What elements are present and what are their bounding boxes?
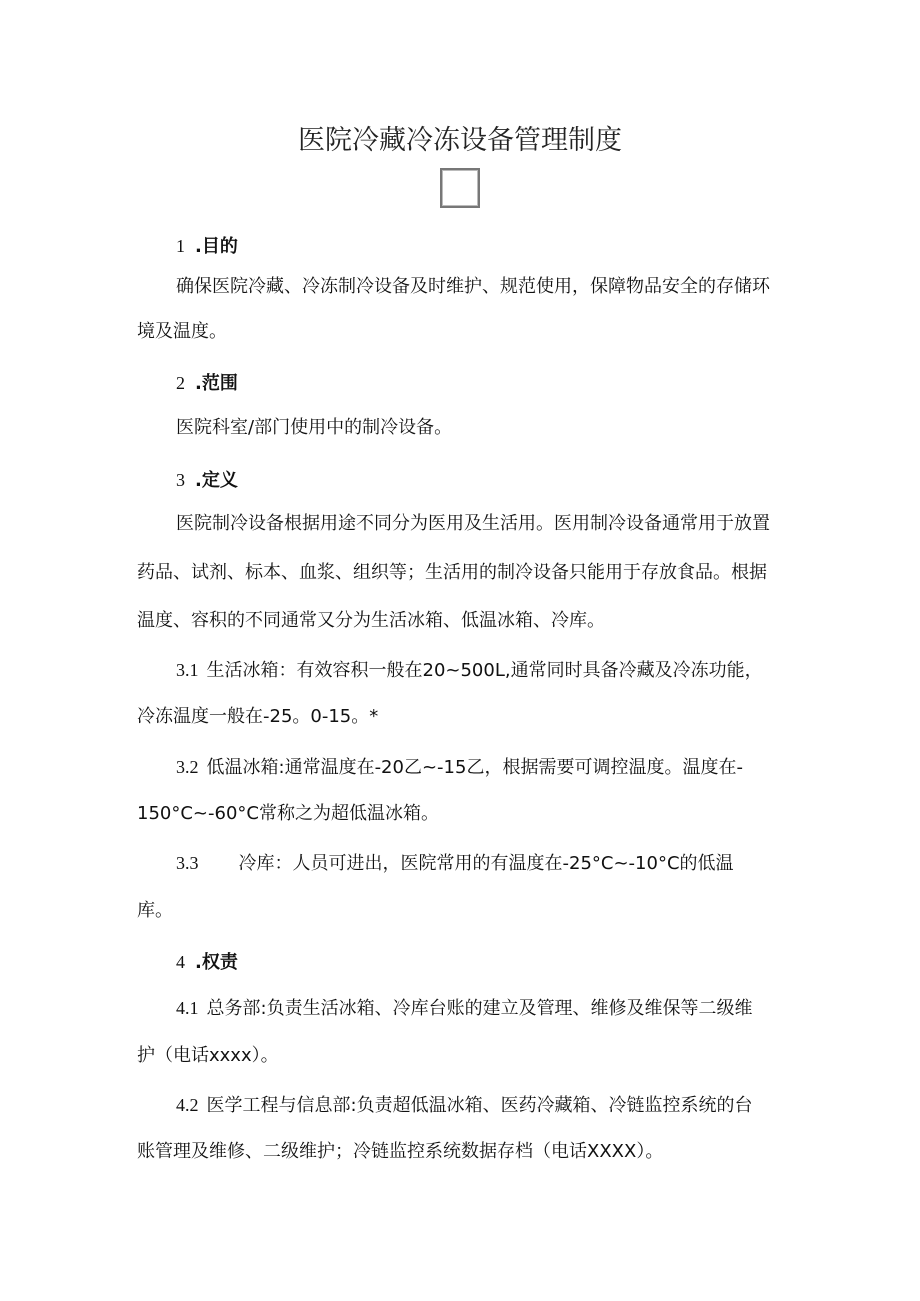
section-title: .权责 — [195, 952, 238, 973]
paragraph-line: 冷冻温度一般在-25。0-15。* — [137, 706, 379, 727]
section-title: .定义 — [195, 470, 238, 491]
subsection-number: 3.1 — [176, 660, 199, 680]
paragraph-line: 医院制冷设备根据用途不同分为医用及生活用。医用制冷设备通常用于放置 — [176, 513, 770, 534]
section-heading-purpose — [176, 232, 238, 258]
paragraph-line: 境及温度。 — [137, 321, 227, 342]
section-number: 3 — [176, 470, 185, 490]
subsection-3-2 — [176, 755, 743, 780]
paragraph-line: 药品、试剂、标本、血浆、组织等；生活用的制冷设备只能用于存放食品。根据 — [137, 562, 767, 583]
document-title: 医院冷藏冷冻设备管理制度 — [298, 125, 622, 156]
subsection-3-3 — [176, 851, 734, 876]
paragraph-line: 账管理及维修、二级维护；冷链监控系统数据存档（电话XXXX）。 — [137, 1141, 664, 1162]
paragraph-line: 150°C~-60°C常称之为超低温冰箱。 — [137, 803, 439, 824]
subsection-number: 4.2 — [176, 1095, 199, 1115]
subsection-number: 4.1 — [176, 998, 199, 1018]
paragraph-line: 温度、容积的不同通常又分为生活冰箱、低温冰箱、冷库。 — [137, 610, 605, 631]
section-heading-definition — [176, 466, 238, 492]
subsection-number: 3.3 — [176, 853, 199, 873]
subsection-3-1 — [176, 658, 763, 683]
section-heading-scope — [176, 369, 238, 395]
paragraph-line: 医学工程与信息部:负责超低温冰箱、医药冷藏箱、冷链监控系统的台 — [206, 1095, 753, 1116]
section-number: 4 — [176, 952, 185, 972]
section-number: 1 — [176, 236, 185, 256]
paragraph-line: 医院科室/部门使用中的制冷设备。 — [176, 417, 453, 438]
paragraph-line: 总务部:负责生活冰箱、冷库台账的建立及管理、维修及维保等二级维 — [206, 998, 753, 1019]
subsection-4-1 — [176, 996, 753, 1021]
paragraph-line: 低温冰箱:通常温度在-20乙~-15乙，根据需要可调控温度。温度在- — [206, 757, 743, 778]
section-number: 2 — [176, 373, 185, 393]
placeholder-box — [440, 168, 480, 208]
section-title: .范围 — [195, 373, 238, 394]
section-title: .目的 — [195, 236, 238, 257]
subsection-number: 3.2 — [176, 757, 199, 777]
section-heading-responsibility — [176, 948, 238, 974]
paragraph-line: 库。 — [137, 900, 173, 921]
paragraph-line: 生活冰箱：有效容积一般在20~500L,通常同时具备冷藏及冷冻功能， — [206, 660, 763, 681]
paragraph-line: 护（电话xxxx）。 — [137, 1045, 279, 1066]
paragraph-line: 确保医院冷藏、冷冻制冷设备及时维护、规范使用，保障物品安全的存储环 — [176, 276, 770, 297]
subsection-4-2 — [176, 1093, 753, 1118]
paragraph-line: 冷库：人员可进出，医院常用的有温度在-25°C~-10°C的低温 — [238, 853, 734, 874]
